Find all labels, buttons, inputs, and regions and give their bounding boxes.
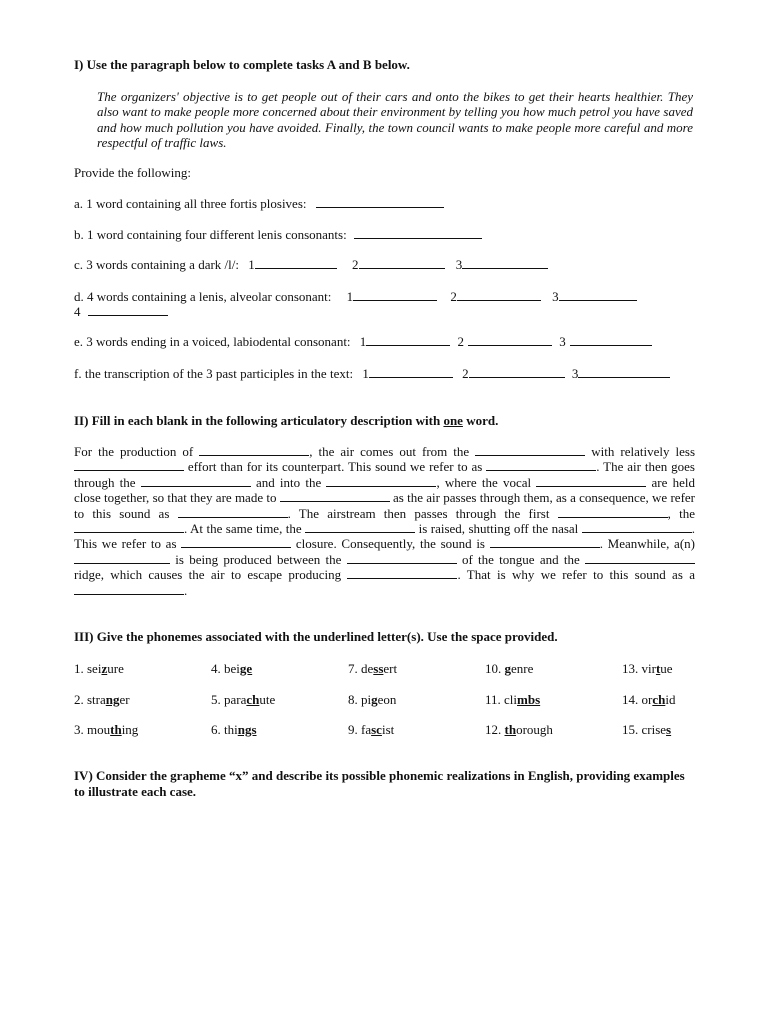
word-number: 6. [211,722,221,737]
underlined-letters: th [110,722,122,737]
description-text: and into the [250,474,327,490]
answer-blank[interactable] [559,289,637,301]
word-item [348,661,397,677]
underlined-letters: z [101,661,108,676]
description-text: with relatively less [585,444,695,459]
answer-blank[interactable] [88,304,168,316]
word-number: 7. [348,661,358,676]
word-item [622,692,675,708]
item-c-label: c. 3 words containing a dark /l/: [74,257,239,272]
underlined-letters: ng [105,692,120,707]
underlined-letters: ss [373,661,384,676]
answer-blank[interactable] [353,289,437,301]
description-text: is being produced between the [170,551,347,567]
fill-blank[interactable] [486,459,596,471]
underlined-letters: s [666,722,672,737]
description-text: For the production of [74,444,200,459]
description-text: . The airstream then passes through the first [287,505,558,521]
word-part: fa [361,722,372,737]
word-item [622,722,671,738]
answer-blank[interactable] [462,257,548,269]
word-number: 2. [74,692,84,707]
section-4-title: IV) Consider the grapheme “x” and describe its possible phonemic realizations in English, providing examples to illustrate each case. [74,768,685,799]
section-1-title: I) Use the paragraph below to complete tasks A and B below. [74,57,410,72]
fill-blank[interactable] [347,552,457,564]
word-part: pi [361,692,372,707]
fill-blank[interactable] [347,567,457,579]
word-number: 3. [74,722,84,737]
word-part: sei [87,661,102,676]
word-item [348,692,396,708]
description-text: closure. Consequently, the sound is [291,536,490,552]
number-label: 2 [450,289,457,304]
underlined-letters: mbs [517,692,541,707]
word-part: eon [377,692,397,707]
underlined-letters: th [504,722,517,737]
word-number: 5. [211,692,221,707]
word-part: thi [224,722,238,737]
item-e-label: e. 3 words ending in a voiced, labiodental consonant: [74,334,351,349]
number-label: 3 [559,334,566,349]
fill-blank[interactable] [558,506,668,518]
description-text: , the [667,505,695,521]
number-label: 1 [362,366,369,381]
answer-blank[interactable] [578,366,670,378]
description-text: effort than for its counterpart. This sound we refer to as [184,459,487,475]
description-text: , where the vocal [436,474,537,490]
underlined-letters: sc [371,722,382,737]
answer-blank[interactable] [570,334,652,346]
fill-blank[interactable] [305,521,415,533]
word-number: 12. [485,722,502,737]
word-item [211,661,252,677]
word-number: 13. [622,661,639,676]
word-part: ure [107,661,124,676]
answer-blank[interactable] [366,334,450,346]
number-label: 1 [346,289,354,304]
word-item [211,722,257,738]
word-number: 15. [622,722,639,737]
answer-blank[interactable] [469,366,565,378]
word-number: 1. [74,661,84,676]
fill-blank[interactable] [74,459,184,471]
section-3-title: III) Give the phonemes associated with the underlined letter(s). Use the space provided. [74,629,558,644]
word-part: bei [224,661,240,676]
word-part: id [665,692,676,707]
number-label: 2 [457,334,465,349]
fill-blank[interactable] [74,583,184,595]
description-text: . This we refer to as [74,521,695,552]
word-number: 10. [485,661,502,676]
word-item [211,692,275,708]
word-part: ue [660,661,673,676]
item-a-label: a. 1 word containing all three fortis plosives: [74,196,307,211]
description-text: ridge, which causes the air to escape producing [74,567,348,583]
word-item [485,661,533,677]
word-part: enre [511,661,534,676]
word-item [348,722,394,738]
word-part: mou [87,722,111,737]
section-2-title [74,413,498,429]
description-text: is raised, shutting off the nasal [415,521,582,537]
fill-blank[interactable] [181,536,291,548]
word-part: cli [504,692,518,707]
word-number: 9. [348,722,358,737]
word-number: 11. [485,692,501,707]
item-b [74,227,482,243]
word-part: ert [383,661,398,676]
answer-blank[interactable] [316,196,444,208]
answer-blank[interactable] [457,289,541,301]
description-text: as the air passes through them, as a consequence, we refer to this sound as [74,490,695,521]
word-part: ing [121,722,139,737]
fill-blank[interactable] [141,475,251,487]
item-f-label: f. the transcription of the 3 past participles in the text: [74,366,354,381]
word-number: 4. [211,661,221,676]
description-text: , the air comes out from the [309,444,476,459]
number-label: 2 [462,366,469,381]
answer-blank[interactable] [468,334,552,346]
underlined-letters: ch [246,692,260,707]
section-1-paragraph: The organizers' objective is to get people out of their cars and onto the bikes to get their hearts healthier. They also want to make people more concerned about their environment by telling you how much petrol you have saved and how much pollution you have avoided. Finally, the town council wants to make people more careful and more respectful of traffic laws. [97,89,693,150]
word-part: orough [516,722,553,737]
item-f [74,366,670,382]
word-part: vir [641,661,656,676]
fill-blank[interactable] [582,521,692,533]
word-item [74,692,130,708]
description-text: . At the same time, the [184,521,306,537]
word-part: de [361,661,374,676]
underlined-letters: t [655,661,661,676]
item-b-label: b. 1 word containing four different lenis consonants: [74,227,347,242]
word-item [74,722,138,738]
fill-blank[interactable] [74,552,170,564]
word-item [485,722,553,738]
description-text: . Meanwhile, a(n) [599,536,695,552]
fill-blank[interactable] [326,475,436,487]
word-item [622,661,673,677]
item-a [74,196,444,212]
item-d-line-2 [74,304,168,320]
description-text: . [184,582,188,598]
fill-blank[interactable] [475,444,585,456]
underlined-letters: ngs [237,722,257,737]
answer-blank[interactable] [359,257,445,269]
word-part: stra [87,692,106,707]
underlined-letters: g [371,692,378,707]
word-part: para [224,692,247,707]
description-text: of the tongue and the [456,551,585,567]
word-part: ist [381,722,395,737]
number-label: 3 [571,366,579,381]
description-text: . The air then goes through the [74,459,695,490]
section-2-title-text: II) Fill in each blank in the following articulatory description with [74,413,444,428]
underlined-letters: ch [652,692,666,707]
word-part: ute [259,692,276,707]
description-text: . That is why we refer to this sound as a [457,567,695,583]
fill-blank[interactable] [490,536,600,548]
fill-blank[interactable] [199,444,309,456]
articulatory-description [74,444,695,598]
provide-label: Provide the following: [74,165,191,180]
section-2-title-underlined: one [443,413,463,428]
item-c [74,257,548,273]
fill-blank[interactable] [280,490,390,502]
item-d [74,289,637,305]
answer-blank[interactable] [369,366,453,378]
word-number: 14. [622,692,639,707]
underlined-letters: g [504,661,511,676]
item-e [74,334,652,350]
word-part: or [641,692,653,707]
fill-blank[interactable] [536,475,646,487]
fill-blank[interactable] [585,552,695,564]
word-item [74,661,124,677]
number-label: 1 [359,334,367,349]
fill-blank[interactable] [178,506,288,518]
number-label: 4 [74,304,81,319]
word-number: 8. [348,692,358,707]
word-part: crise [641,722,667,737]
number-label: 3 [552,289,559,304]
answer-blank[interactable] [255,257,337,269]
answer-blank[interactable] [354,227,482,239]
number-label: 3 [455,257,463,272]
item-d-label: d. 4 words containing a lenis, alveolar consonant: [74,289,332,304]
number-label: 2 [352,257,359,272]
section-2-title-end: word. [462,413,499,428]
number-label: 1 [248,257,255,272]
word-item [485,692,540,708]
description-text: are held close together, so that they are made to [74,474,695,506]
underlined-letters: ge [239,661,253,676]
fill-blank[interactable] [74,521,184,533]
word-part: er [119,692,130,707]
